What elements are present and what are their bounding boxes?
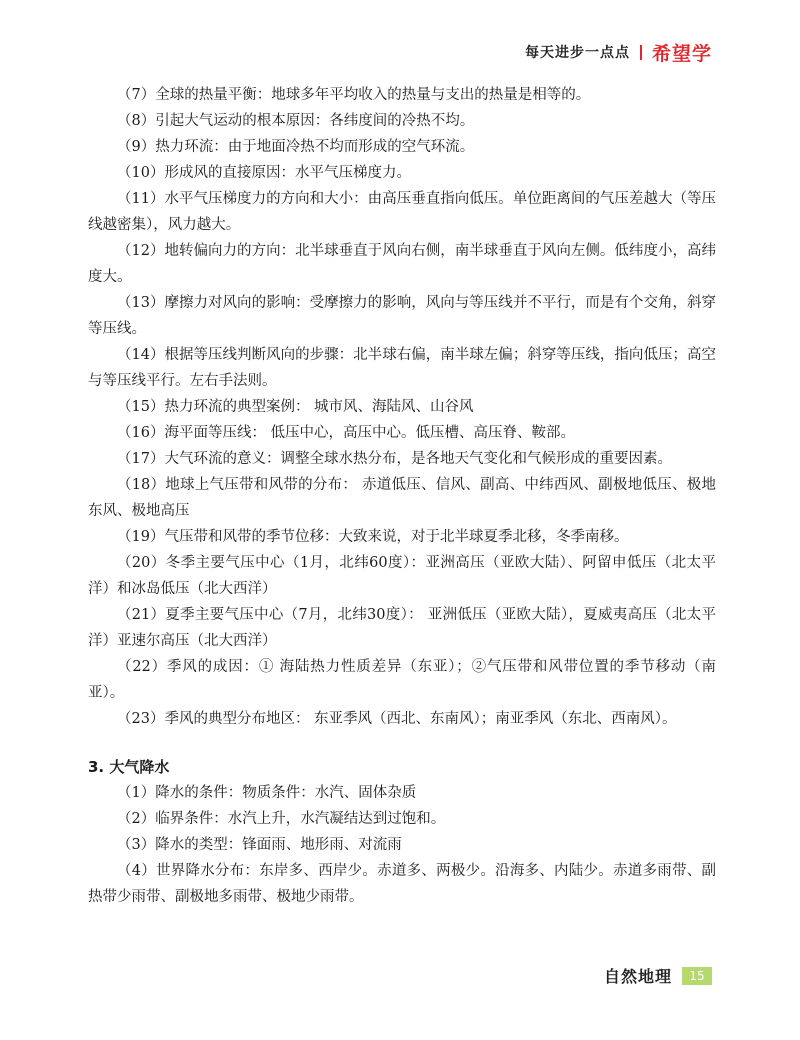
page-number-badge: 15 [682, 967, 712, 985]
header-slogan: 每天进步一点点 [524, 45, 630, 61]
list-item: （12）地转偏向力的方向：北半球垂直于风向右侧，南半球垂直于风向左侧。低纬度小，高纬度大。 [88, 243, 716, 285]
list-item: （15）热力环流的典型案例： 城市风、海陆风、山谷风 [117, 399, 474, 415]
page-footer [604, 964, 712, 987]
list-item: （21）夏季主要气压中心（7月，北纬30度）： 亚洲低压（亚欧大陆），夏威夷高压（北太平洋）亚速尔高压（北大西洋） [88, 607, 716, 649]
list-item: （2）临界条件：水汽上升，水汽凝结达到过饱和。 [117, 811, 446, 827]
list-item: （14）根据等压线判断风向的步骤：北半球右偏，南半球左偏；斜穿等压线，指向低压；高空与等压线平行。左右手法则。 [88, 347, 716, 389]
list-item: （1）降水的条件：物质条件：水汽、固体杂质 [117, 785, 417, 801]
list-item: （7）全球的热量平衡：地球多年平均收入的热量与支出的热量是相等的。 [117, 87, 591, 103]
list-item: （22）季风的成因：① 海陆热力性质差异（东亚）；②气压带和风带位置的季节移动（南亚）。 [88, 659, 716, 701]
list-item: （13）摩擦力对风向的影响：受摩擦力的影响，风向与等压线并不平行，而是有个交角，斜穿等压线。 [88, 295, 716, 337]
list-item: （16）海平面等压线： 低压中心，高压中心。低压槽、高压脊、鞍部。 [117, 425, 576, 441]
list-item: （4）世界降水分布：东岸多、西岸少。赤道多、两极少。沿海多、内陆少。赤道多雨带、副热带少雨带、副极地多雨带、极地少雨带。 [88, 863, 716, 905]
list-item: （10）形成风的直接原因：水平气压梯度力。 [117, 165, 411, 181]
section-heading: 3. 大气降水 [88, 758, 170, 776]
list-item: （19）气压带和风带的季节位移：大致来说，对于北半球夏季北移，冬季南移。 [117, 529, 629, 545]
list-item: （17）大气环流的意义：调整全球水热分布，是各地天气变化和气候形成的重要因素。 [117, 451, 672, 467]
list-item: （18）地球上气压带和风带的分布： 赤道低压、信风、副高、中纬西风、副极地低压、极地东风、极地高压 [88, 477, 716, 519]
list-item: （9）热力环流：由于地面冷热不均而形成的空气环流。 [117, 139, 475, 155]
list-item: （11）水平气压梯度力的方向和大小：由高压垂直指向低压。单位距离间的气压差越大（等压线越密集），风力越大。 [88, 191, 716, 233]
page-header [525, 38, 712, 66]
list-item: （3）降水的类型：锋面雨、地形雨、对流雨 [117, 837, 402, 853]
header-separator [640, 45, 642, 60]
list-item: （23）季风的典型分布地区： 东亚季风（西北、东南风）；南亚季风（东北、西南风）。 [117, 711, 677, 727]
page-content [88, 82, 716, 910]
footer-subject: 自然地理 [603, 967, 672, 986]
brand-logo: 希望学 [651, 42, 712, 65]
list-item: （20）冬季主要气压中心（1月，北纬60度）：亚洲高压（亚欧大陆）、阿留申低压（北太平洋）和冰岛低压（北大西洋） [88, 555, 716, 597]
list-item: （8）引起大气运动的根本原因：各纬度间的冷热不均。 [117, 113, 475, 129]
